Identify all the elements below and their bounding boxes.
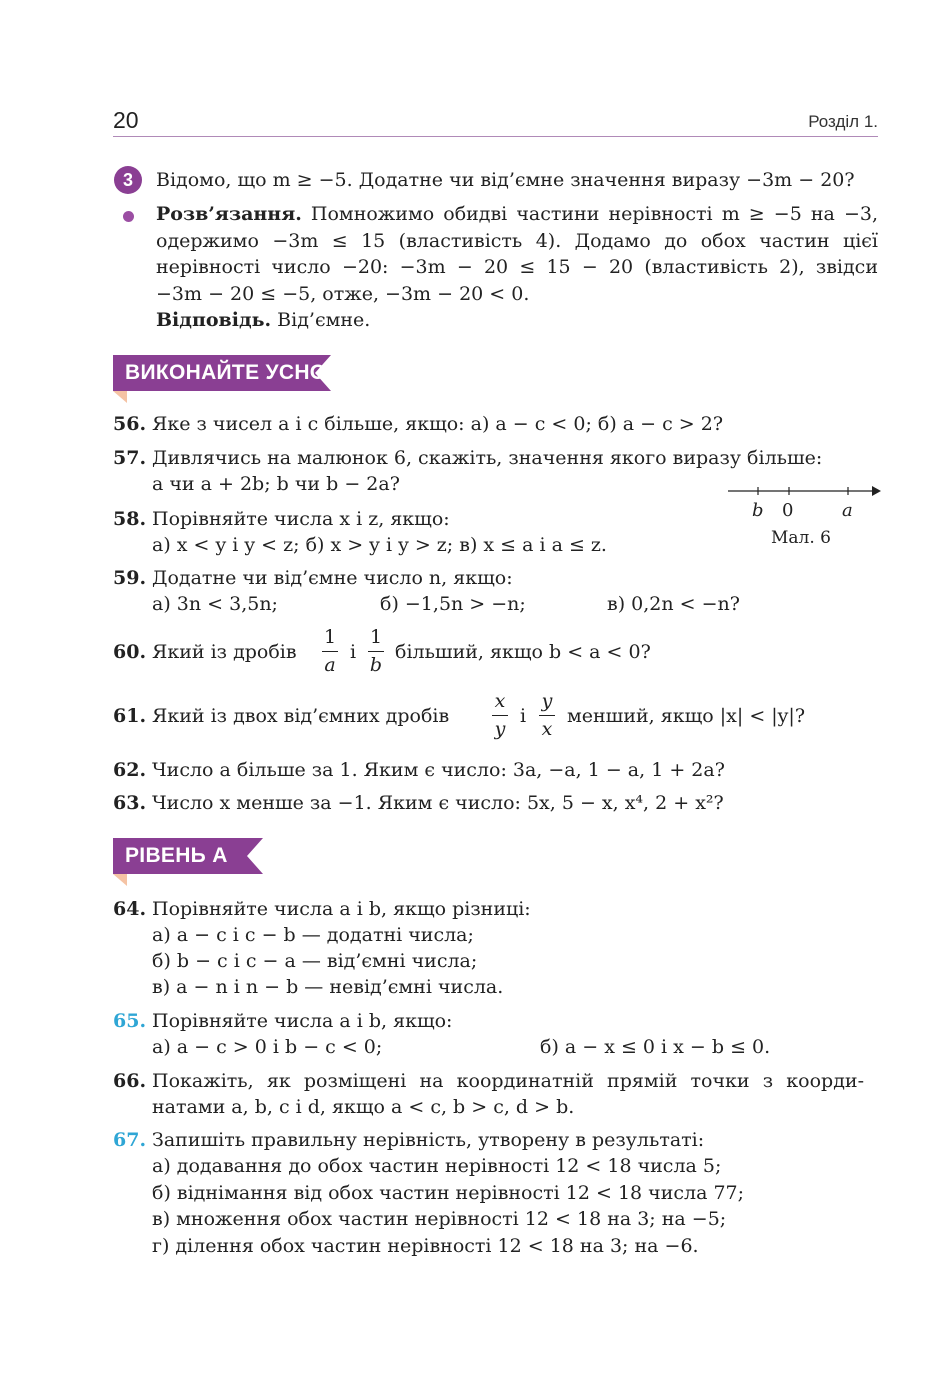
fraction-denominator: b [369, 654, 383, 676]
task-66-line-2: натами a, b, c і d, якщо a < c, b > c, d > b. [152, 1096, 575, 1118]
task-number-66: 66. [113, 1070, 147, 1092]
task-56-text: Яке з чисел a і c більше, якщо: а) a − c < 0; б) a − c > 2? [152, 413, 724, 435]
fraction-denominator: y [494, 718, 506, 740]
task-64-item-b: б) b − c і c − a — від’ємні числа; [152, 950, 478, 972]
solution-line-4: −3m − 20 ≤ −5, отже, −3m − 20 < 0. [156, 283, 530, 305]
task-61-text-before: Який із двох від’ємних дробів [152, 705, 450, 727]
task-number-60: 60. [113, 641, 147, 663]
fraction-denominator: a [324, 654, 336, 676]
task-59-b: б) −1,5n > −n; [380, 593, 526, 615]
task-number-65: 65. [113, 1010, 147, 1032]
answer-label: Відповідь. [156, 309, 272, 331]
task-58-line-2: а) x < y і y < z; б) x > y і y > z; в) x ≤ a і a ≤ z. [152, 534, 607, 556]
task-60-text-before: Який із дробів [152, 641, 297, 663]
example-badge: 3 [114, 166, 142, 194]
section-banner-level-a [113, 838, 263, 874]
section-title: Розділ 1. [808, 112, 878, 131]
fraction-numerator: x [494, 690, 506, 712]
task-67-item-d: г) ділення обох частин нерівності 12 < 18 на 3; на −6. [152, 1235, 699, 1257]
task-65-a: а) a − c > 0 і b − c < 0; [152, 1036, 383, 1058]
task-64-text: Порівняйте числа a і b, якщо різниці: [152, 898, 531, 920]
task-number-63: 63. [113, 792, 147, 814]
task-63-text: Число x менше за −1. Яким є число: 5x, 5 − x, x⁴, 2 + x²? [152, 792, 724, 814]
fraction-denominator: x [541, 718, 553, 740]
task-64-item-a: а) a − c і c − b — додатні числа; [152, 924, 474, 946]
page-number: 20 [113, 107, 139, 133]
task-58-text: Порівняйте числа x і z, якщо: [152, 508, 450, 530]
solution-line-3: нерівності число −20: −3m − 20 ≤ 15 − 20 (властивість 2), звідси [156, 256, 878, 278]
number-line-arrow [872, 486, 881, 496]
label-a: a [842, 500, 853, 521]
header-divider [113, 136, 878, 137]
task-59-text: Додатне чи від’ємне число n, якщо: [152, 567, 513, 589]
solution-bullet [123, 211, 134, 222]
task-number-67: 67. [113, 1129, 147, 1151]
task-61-text-after: менший, якщо |x| < |y|? [567, 705, 806, 727]
fraction-numerator: 1 [369, 626, 383, 648]
task-number-61: 61. [113, 705, 147, 727]
fraction-y-over-x [537, 689, 557, 741]
task-59-c: в) 0,2n < −n? [607, 593, 740, 615]
task-59-a: а) 3n < 3,5n; [152, 593, 278, 615]
task-66-line-1: Покажіть, як розміщені на координатній прямій точки з коорди- [152, 1070, 864, 1092]
task-67-text: Запишіть правильну нерівність, утворену в результаті: [152, 1129, 705, 1151]
solution-line-1: Розв’язання. Помножимо обидві частини нерівності m ≥ −5 на −3, [156, 203, 878, 225]
fraction-1-over-b [366, 625, 386, 677]
task-number-59: 59. [113, 567, 147, 589]
task-62-text: Число a більше за 1. Яким є число: 3a, −a, 1 − a, 1 + 2a? [152, 759, 725, 781]
task-67-item-b: б) віднімання від обох частин нерівності 12 < 18 числа 77; [152, 1182, 745, 1204]
answer-line: Відповідь. Від’ємне. [156, 309, 371, 331]
task-number-62: 62. [113, 759, 147, 781]
example-question: Відомо, що m ≥ −5. Додатне чи від’ємне значення виразу −3m − 20? [156, 169, 855, 191]
task-60-conj: і [350, 641, 357, 663]
task-61-conj: і [520, 705, 527, 727]
task-65-b: б) a − x ≤ 0 і x − b ≤ 0. [540, 1036, 771, 1058]
task-number-57: 57. [113, 447, 147, 469]
fraction-x-over-y [490, 689, 510, 741]
banner-level-a-text: РІВЕНЬ А [125, 844, 228, 867]
task-60-text-after: більший, якщо b < a < 0? [395, 641, 651, 663]
solution-line-2: одержимо −3m ≤ 15 (властивість 4). Додамо до обох частин цієї [156, 230, 878, 252]
fraction-numerator: y [541, 690, 553, 712]
banner-oral-text: ВИКОНАЙТЕ УСНО [125, 361, 327, 384]
task-number-64: 64. [113, 898, 147, 920]
fraction-numerator: 1 [323, 626, 337, 648]
task-number-56: 56. [113, 413, 147, 435]
fraction-1-over-a [320, 625, 340, 677]
task-57-text: Дивлячись на малюнок 6, скажіть, значення якого виразу більше: [152, 447, 823, 469]
figure-caption: Мал. 6 [771, 528, 831, 548]
solution-label: Розв’язання. [156, 203, 302, 225]
task-65-text: Порівняйте числа a і b, якщо: [152, 1010, 453, 1032]
number-line-figure [726, 480, 882, 502]
label-zero: 0 [782, 500, 794, 521]
label-b: b [752, 500, 764, 521]
task-number-58: 58. [113, 508, 147, 530]
section-banner-oral [113, 355, 331, 391]
task-64-item-c: в) a − n і n − b — невід’ємні числа. [152, 976, 504, 998]
task-57-line-2: a чи a + 2b; b чи b − 2a? [152, 473, 400, 495]
task-67-item-c: в) множення обох частин нерівності 12 < 18 на 3; на −5; [152, 1208, 727, 1230]
task-67-item-a: а) додавання до обох частин нерівності 12 < 18 числа 5; [152, 1155, 722, 1177]
